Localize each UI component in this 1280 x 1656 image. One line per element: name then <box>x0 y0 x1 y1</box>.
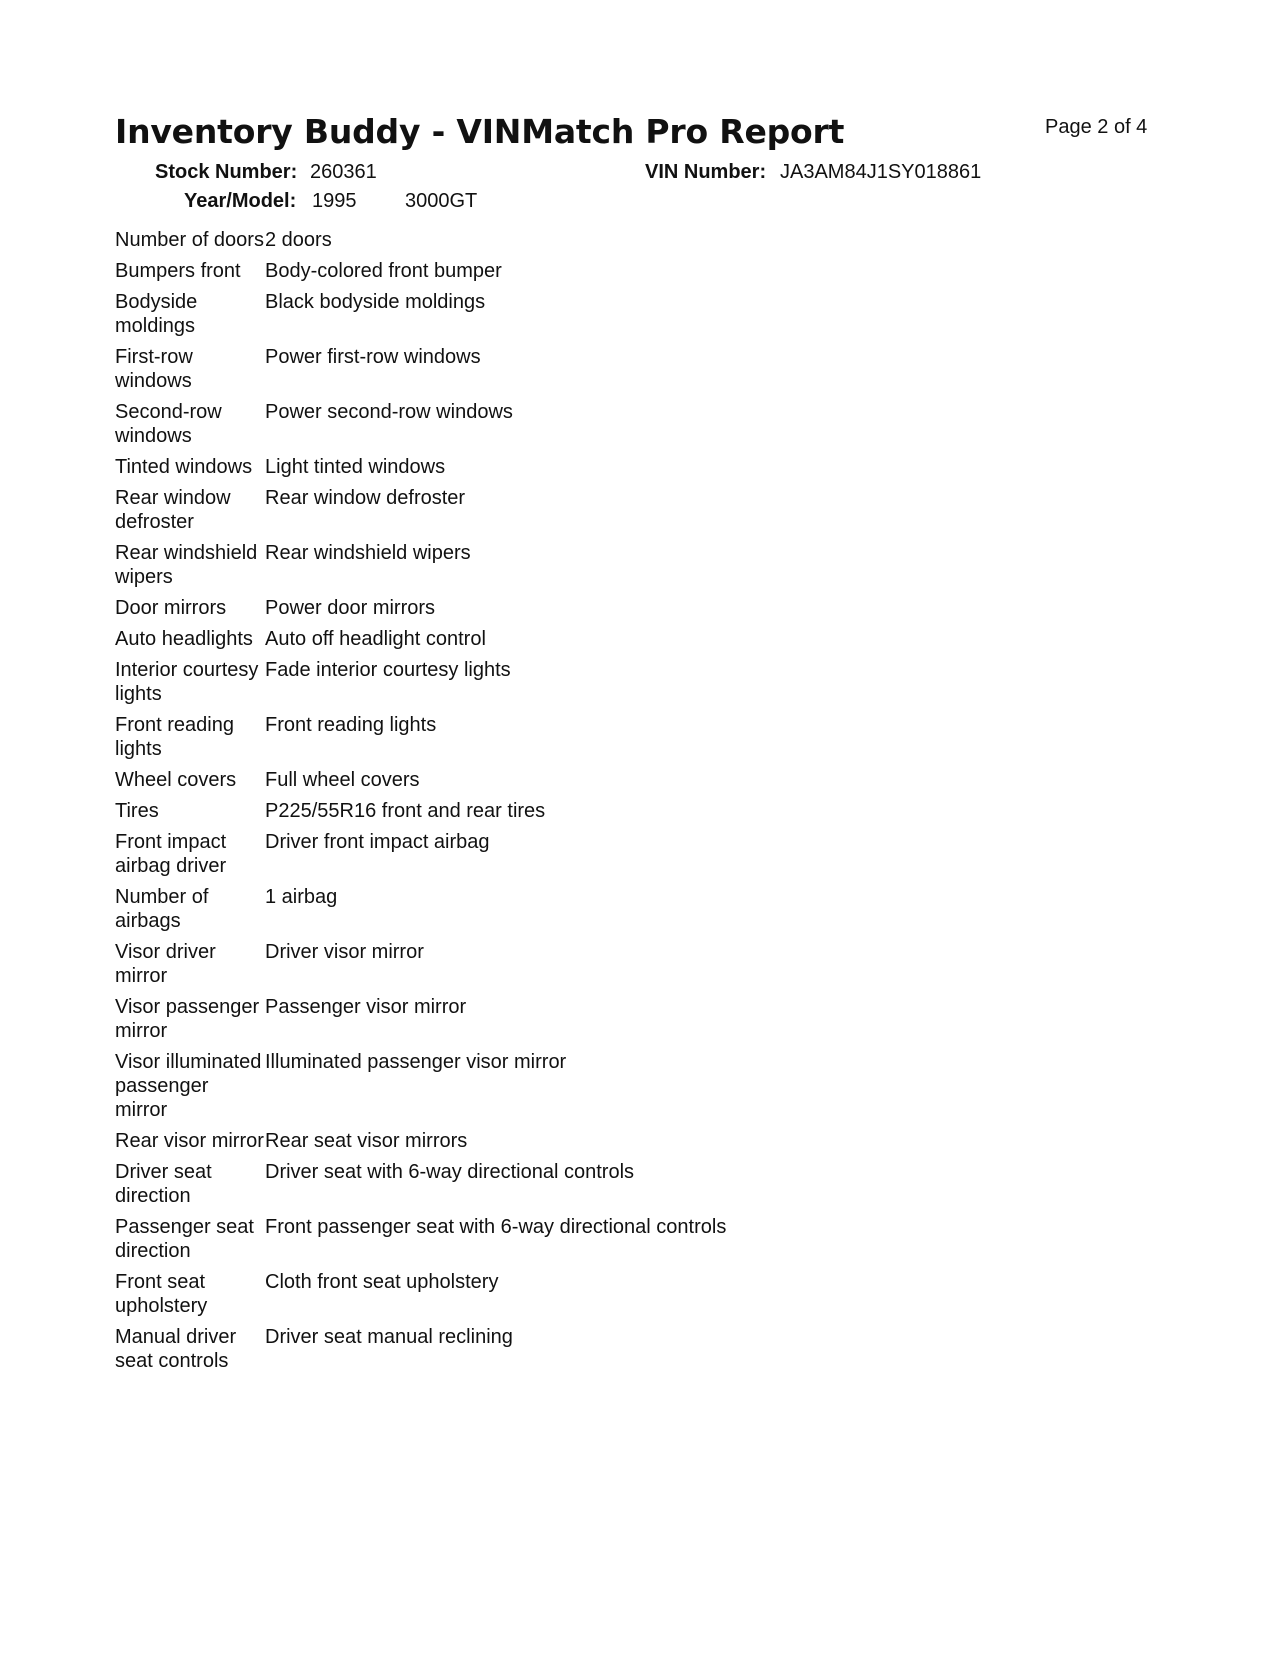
spec-value: Fade interior courtesy lights <box>265 659 511 681</box>
spec-name: Number of airbags <box>115 886 209 932</box>
spec-value: 1 airbag <box>265 886 338 908</box>
spec-value: Rear seat visor mirrors <box>265 1130 468 1152</box>
spec-value: Full wheel covers <box>265 769 420 791</box>
spec-name: Front reading lights <box>115 714 234 760</box>
spec-value: Driver front impact airbag <box>265 831 490 853</box>
spec-value: Auto off headlight control <box>265 628 486 650</box>
spec-name: Passenger seat direction <box>115 1216 254 1262</box>
spec-row <box>115 1050 965 1129</box>
spec-row <box>115 400 965 455</box>
spec-value: 2 doors <box>265 229 332 251</box>
spec-name: Tinted windows <box>115 456 253 478</box>
spec-name: First-row windows <box>115 346 193 392</box>
stock-number-label: Stock Number: <box>155 161 298 183</box>
spec-name: Visor driver mirror <box>115 941 216 987</box>
spec-row <box>115 940 965 995</box>
year-model-label: Year/Model: <box>184 190 297 212</box>
spec-value: Power first-row windows <box>265 346 481 368</box>
vin-value: JA3AM84J1SY018861 <box>780 161 982 183</box>
spec-table <box>115 228 965 1380</box>
spec-name: Number of doors <box>115 229 264 251</box>
spec-row <box>115 768 965 799</box>
spec-value: Body-colored front bumper <box>265 260 502 282</box>
spec-row <box>115 1270 965 1325</box>
spec-row <box>115 1160 965 1215</box>
spec-row <box>115 627 965 658</box>
spec-name: Interior courtesy lights <box>115 659 259 705</box>
spec-row <box>115 455 965 486</box>
spec-row <box>115 541 965 596</box>
spec-value: Cloth front seat upholstery <box>265 1271 499 1293</box>
spec-value: Illuminated passenger visor mirror <box>265 1051 567 1073</box>
spec-name: Tires <box>115 800 159 822</box>
spec-row <box>115 995 965 1050</box>
spec-row <box>115 1129 965 1160</box>
spec-name: Visor passenger mirror <box>115 996 260 1042</box>
year-value: 1995 <box>312 190 357 212</box>
spec-value: Passenger visor mirror <box>265 996 467 1018</box>
spec-value: Light tinted windows <box>265 456 446 478</box>
spec-value: Black bodyside moldings <box>265 291 486 313</box>
spec-row <box>115 596 965 627</box>
spec-row <box>115 486 965 541</box>
spec-name: Driver seat direction <box>115 1161 212 1207</box>
spec-row <box>115 228 965 259</box>
spec-value: Power door mirrors <box>265 597 436 619</box>
spec-value: Front passenger seat with 6-way directional controls <box>265 1216 727 1238</box>
vin-label: VIN Number: <box>645 161 767 183</box>
spec-name: Bodyside moldings <box>115 291 198 337</box>
spec-row <box>115 345 965 400</box>
spec-name: Bumpers front <box>115 260 241 282</box>
spec-name: Auto headlights <box>115 628 253 650</box>
spec-name: Front impact airbag driver <box>115 831 227 877</box>
spec-name: Manual driver seat controls <box>115 1326 237 1372</box>
spec-value: Driver seat manual reclining <box>265 1326 513 1348</box>
spec-row <box>115 885 965 940</box>
spec-row <box>115 290 965 345</box>
spec-value: Driver seat with 6-way directional controls <box>265 1161 635 1183</box>
spec-name: Front seat upholstery <box>115 1271 208 1317</box>
spec-name: Rear visor mirror <box>115 1130 264 1152</box>
spec-row <box>115 259 965 290</box>
spec-row <box>115 830 965 885</box>
spec-value: P225/55R16 front and rear tires <box>265 800 546 822</box>
model-value: 3000GT <box>405 190 478 212</box>
spec-row <box>115 1215 965 1270</box>
spec-value: Driver visor mirror <box>265 941 424 963</box>
spec-row <box>115 713 965 768</box>
spec-name: Door mirrors <box>115 597 227 619</box>
spec-name: Rear windshield wipers <box>115 542 258 588</box>
spec-value: Rear windshield wipers <box>265 542 471 564</box>
spec-row <box>115 658 965 713</box>
spec-name: Wheel covers <box>115 769 237 791</box>
spec-row <box>115 799 965 830</box>
spec-name: Rear window defroster <box>115 487 231 533</box>
spec-name: Visor illuminated passenger mirror <box>115 1051 262 1121</box>
spec-name: Second-row windows <box>115 401 222 447</box>
spec-value: Front reading lights <box>265 714 437 736</box>
spec-value: Rear window defroster <box>265 487 466 509</box>
report-title: Inventory Buddy - VINMatch Pro Report <box>115 112 845 151</box>
stock-number-value: 260361 <box>310 161 377 183</box>
spec-value: Power second-row windows <box>265 401 513 423</box>
spec-row <box>115 1325 965 1380</box>
page-number: Page 2 of 4 <box>1045 116 1148 138</box>
